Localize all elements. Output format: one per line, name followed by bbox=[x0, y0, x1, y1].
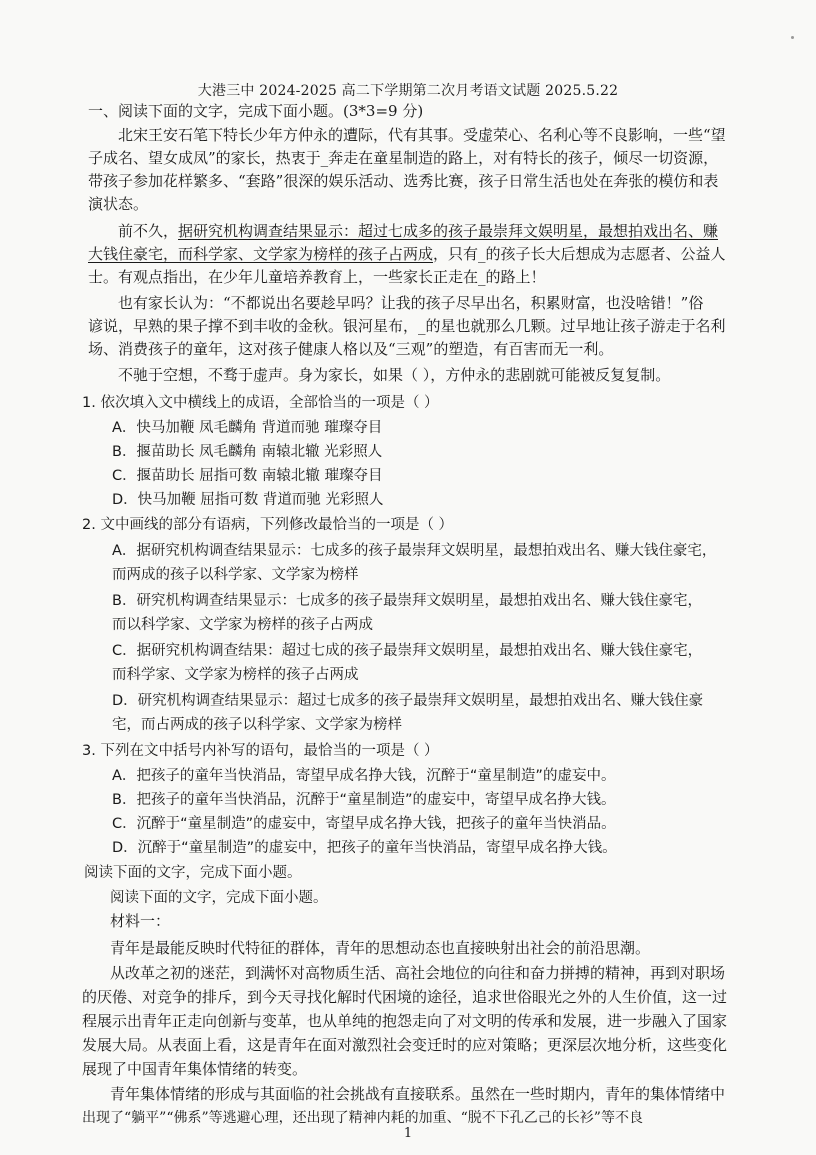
passage-line bbox=[88, 243, 726, 264]
material-line: 的厌倦、对竞争的排斥，到今天寻找化解时代困境的途径，追求世俗眼光之外的人生价值，这一过 bbox=[82, 988, 728, 1006]
passage-line: 不驰于空想，不骛于虚声。身为家长，如果（ ），方仲永的悲剧就可能被反复复制。 bbox=[118, 366, 671, 384]
passage-text: ，只有_的孩子长大后想成为志愿者、公益人 bbox=[433, 245, 726, 263]
material-line: 青年集体情绪的形成与其面临的社会挑战有直接联系。虽然在一些时期内，青年的集体情绪中 bbox=[110, 1085, 726, 1103]
underlined-sentence: 大钱住豪宅，而科学家、文学家为榜样的孩子占两成 bbox=[88, 245, 434, 263]
material-line: 出现了“躺平”“佛系”等逃避心理，还出现了精神内耗的加重、“脱不下孔乙己的长衫”等不良 bbox=[82, 1110, 643, 1126]
material-line: 展现了中国青年集体情绪的转变。 bbox=[82, 1060, 308, 1078]
answer-option[interactable]: A．据研究机构调查结果显示：七成多的孩子最崇拜文娱明星，最想拍戏出名、赚大钱住豪宅， bbox=[112, 543, 717, 559]
answer-option[interactable]: C．揠苗助长 屈指可数 南辕北辙 璀璨夺目 bbox=[112, 468, 383, 484]
question-stem: 2. 文中画线的部分有语病，下列修改最恰当的一项是（ ） bbox=[82, 517, 454, 533]
passage-line bbox=[118, 220, 718, 241]
passage-line: 演状态。 bbox=[88, 195, 149, 213]
passage-line: 士。有观点指出，在少年儿童培养教育上，一些家长正走在_的路上！ bbox=[88, 268, 546, 286]
answer-option[interactable]: D．沉醉于“童星制造”的虚妄中，把孩子的童年当快消品，寄望早成名挣大钱。 bbox=[112, 840, 617, 856]
answer-option[interactable]: B．把孩子的童年当快消品，沉醉于“童星制造”的虚妄中，寄望早成名挣大钱。 bbox=[112, 792, 616, 808]
passage-line: 也有家长认为：“不都说出名要趁早吗？让我的孩子尽早出名，积累财富，也没啥错！”俗 bbox=[118, 294, 704, 312]
exam-title: 大港三中 2024-2025 高二下学期第二次月考语文试题 2025.5.22 bbox=[197, 83, 619, 99]
question-stem: 3. 下列在文中括号内补写的语句，最恰当的一项是（ ） bbox=[82, 743, 439, 759]
passage-text: 前不久， bbox=[118, 222, 179, 240]
answer-option[interactable]: D．快马加鞭 屈指可数 背道而驰 光彩照人 bbox=[112, 492, 384, 508]
answer-option[interactable]: C．沉醉于“童星制造”的虚妄中，寄望早成名挣大钱，把孩子的童年当快消品。 bbox=[112, 816, 616, 832]
scan-mark bbox=[791, 36, 794, 39]
section1-heading: 一、阅读下面的文字，完成下面小题。(3*3=9 分) bbox=[88, 102, 424, 120]
material-label: 材料一： bbox=[110, 912, 171, 930]
answer-option-cont: 宅，而占两成的孩子以科学家、文学家为榜样 bbox=[112, 717, 402, 733]
section2-intro: 阅读下面的文字，完成下面小题。 bbox=[110, 890, 328, 906]
answer-option[interactable]: B．揠苗助长 凤毛麟角 南辕北辙 光彩照人 bbox=[112, 444, 383, 460]
underlined-sentence: 据研究机构调查结果显示：超过七成多的孩子最崇拜文娱明星，最想拍戏出名、赚 bbox=[178, 222, 719, 240]
material-line: 青年是最能反映时代特征的群体，青年的思想动态也直接映射出社会的前沿思潮。 bbox=[110, 939, 651, 957]
material-line: 发展大局。从表面上看，这是青年在面对激烈社会变迁时的应对策略；更深层次地分析，这些变化 bbox=[82, 1036, 728, 1054]
material-line: 从改革之初的迷茫，到满怀对高物质生活、高社会地位的向往和奋力拼搏的精神，再到对职场 bbox=[110, 964, 726, 982]
answer-option[interactable]: B．研究机构调查结果显示：七成多的孩子最崇拜文娱明星，最想拍戏出名、赚大钱住豪宅， bbox=[112, 593, 702, 609]
answer-option[interactable]: A．快马加鞭 凤毛麟角 背道而驰 璀璨夺目 bbox=[112, 420, 383, 436]
answer-option-cont: 而科学家、文学家为榜样的孩子占两成 bbox=[112, 667, 359, 683]
passage-line: 子成名、望女成凤”的家长，热衷于_奔走在童星制造的路上，对有特长的孩子，倾尽一切资源， bbox=[88, 149, 719, 167]
passage-line: 谚说，早熟的果子撑不到丰收的金秋。银河星布，_的星也就那么几颗。过早地让孩子游走于名利 bbox=[88, 317, 726, 335]
answer-option[interactable]: A．把孩子的童年当快消品，寄望早成名挣大钱，沉醉于“童星制造”的虚妄中。 bbox=[112, 768, 616, 784]
answer-option[interactable]: D．研究机构调查结果显示：超过七成多的孩子最崇拜文娱明星，最想拍戏出名、赚大钱住豪 bbox=[112, 693, 704, 709]
page-number: 1 bbox=[403, 1126, 413, 1141]
section2-intro: 阅读下面的文字，完成下面小题。 bbox=[84, 865, 302, 881]
passage-line: 场、消费孩子的童年，这对孩子健康人格以及“三观”的塑造，有百害而无一利。 bbox=[88, 340, 614, 358]
material-line: 程展示出青年正走向创新与变革，也从单纯的抱怨走向了对文明的传承和发展，进一步融入了国家 bbox=[82, 1012, 728, 1030]
answer-option-cont: 而两成的孩子以科学家、文学家为榜样 bbox=[112, 567, 359, 583]
answer-option[interactable]: C．据研究机构调查结果：超过七成的孩子最崇拜文娱明星，最想拍戏出名、赚大钱住豪宅， bbox=[112, 643, 703, 659]
passage-line: 带孩子参加花样繁多、“套路”很深的娱乐活动、选秀比赛，孩子日常生活也处在奔张的模仿和表 bbox=[88, 172, 719, 190]
answer-option-cont: 而以科学家、文学家为榜样的孩子占两成 bbox=[112, 617, 373, 633]
passage-line: 北宋王安石笔下特长少年方仲永的遭际，代有其事。受虚荣心、名利心等不良影响，一些“望 bbox=[118, 126, 726, 144]
question-stem: 1. 依次填入文中横线上的成语，全部恰当的一项是（ ） bbox=[82, 395, 439, 411]
